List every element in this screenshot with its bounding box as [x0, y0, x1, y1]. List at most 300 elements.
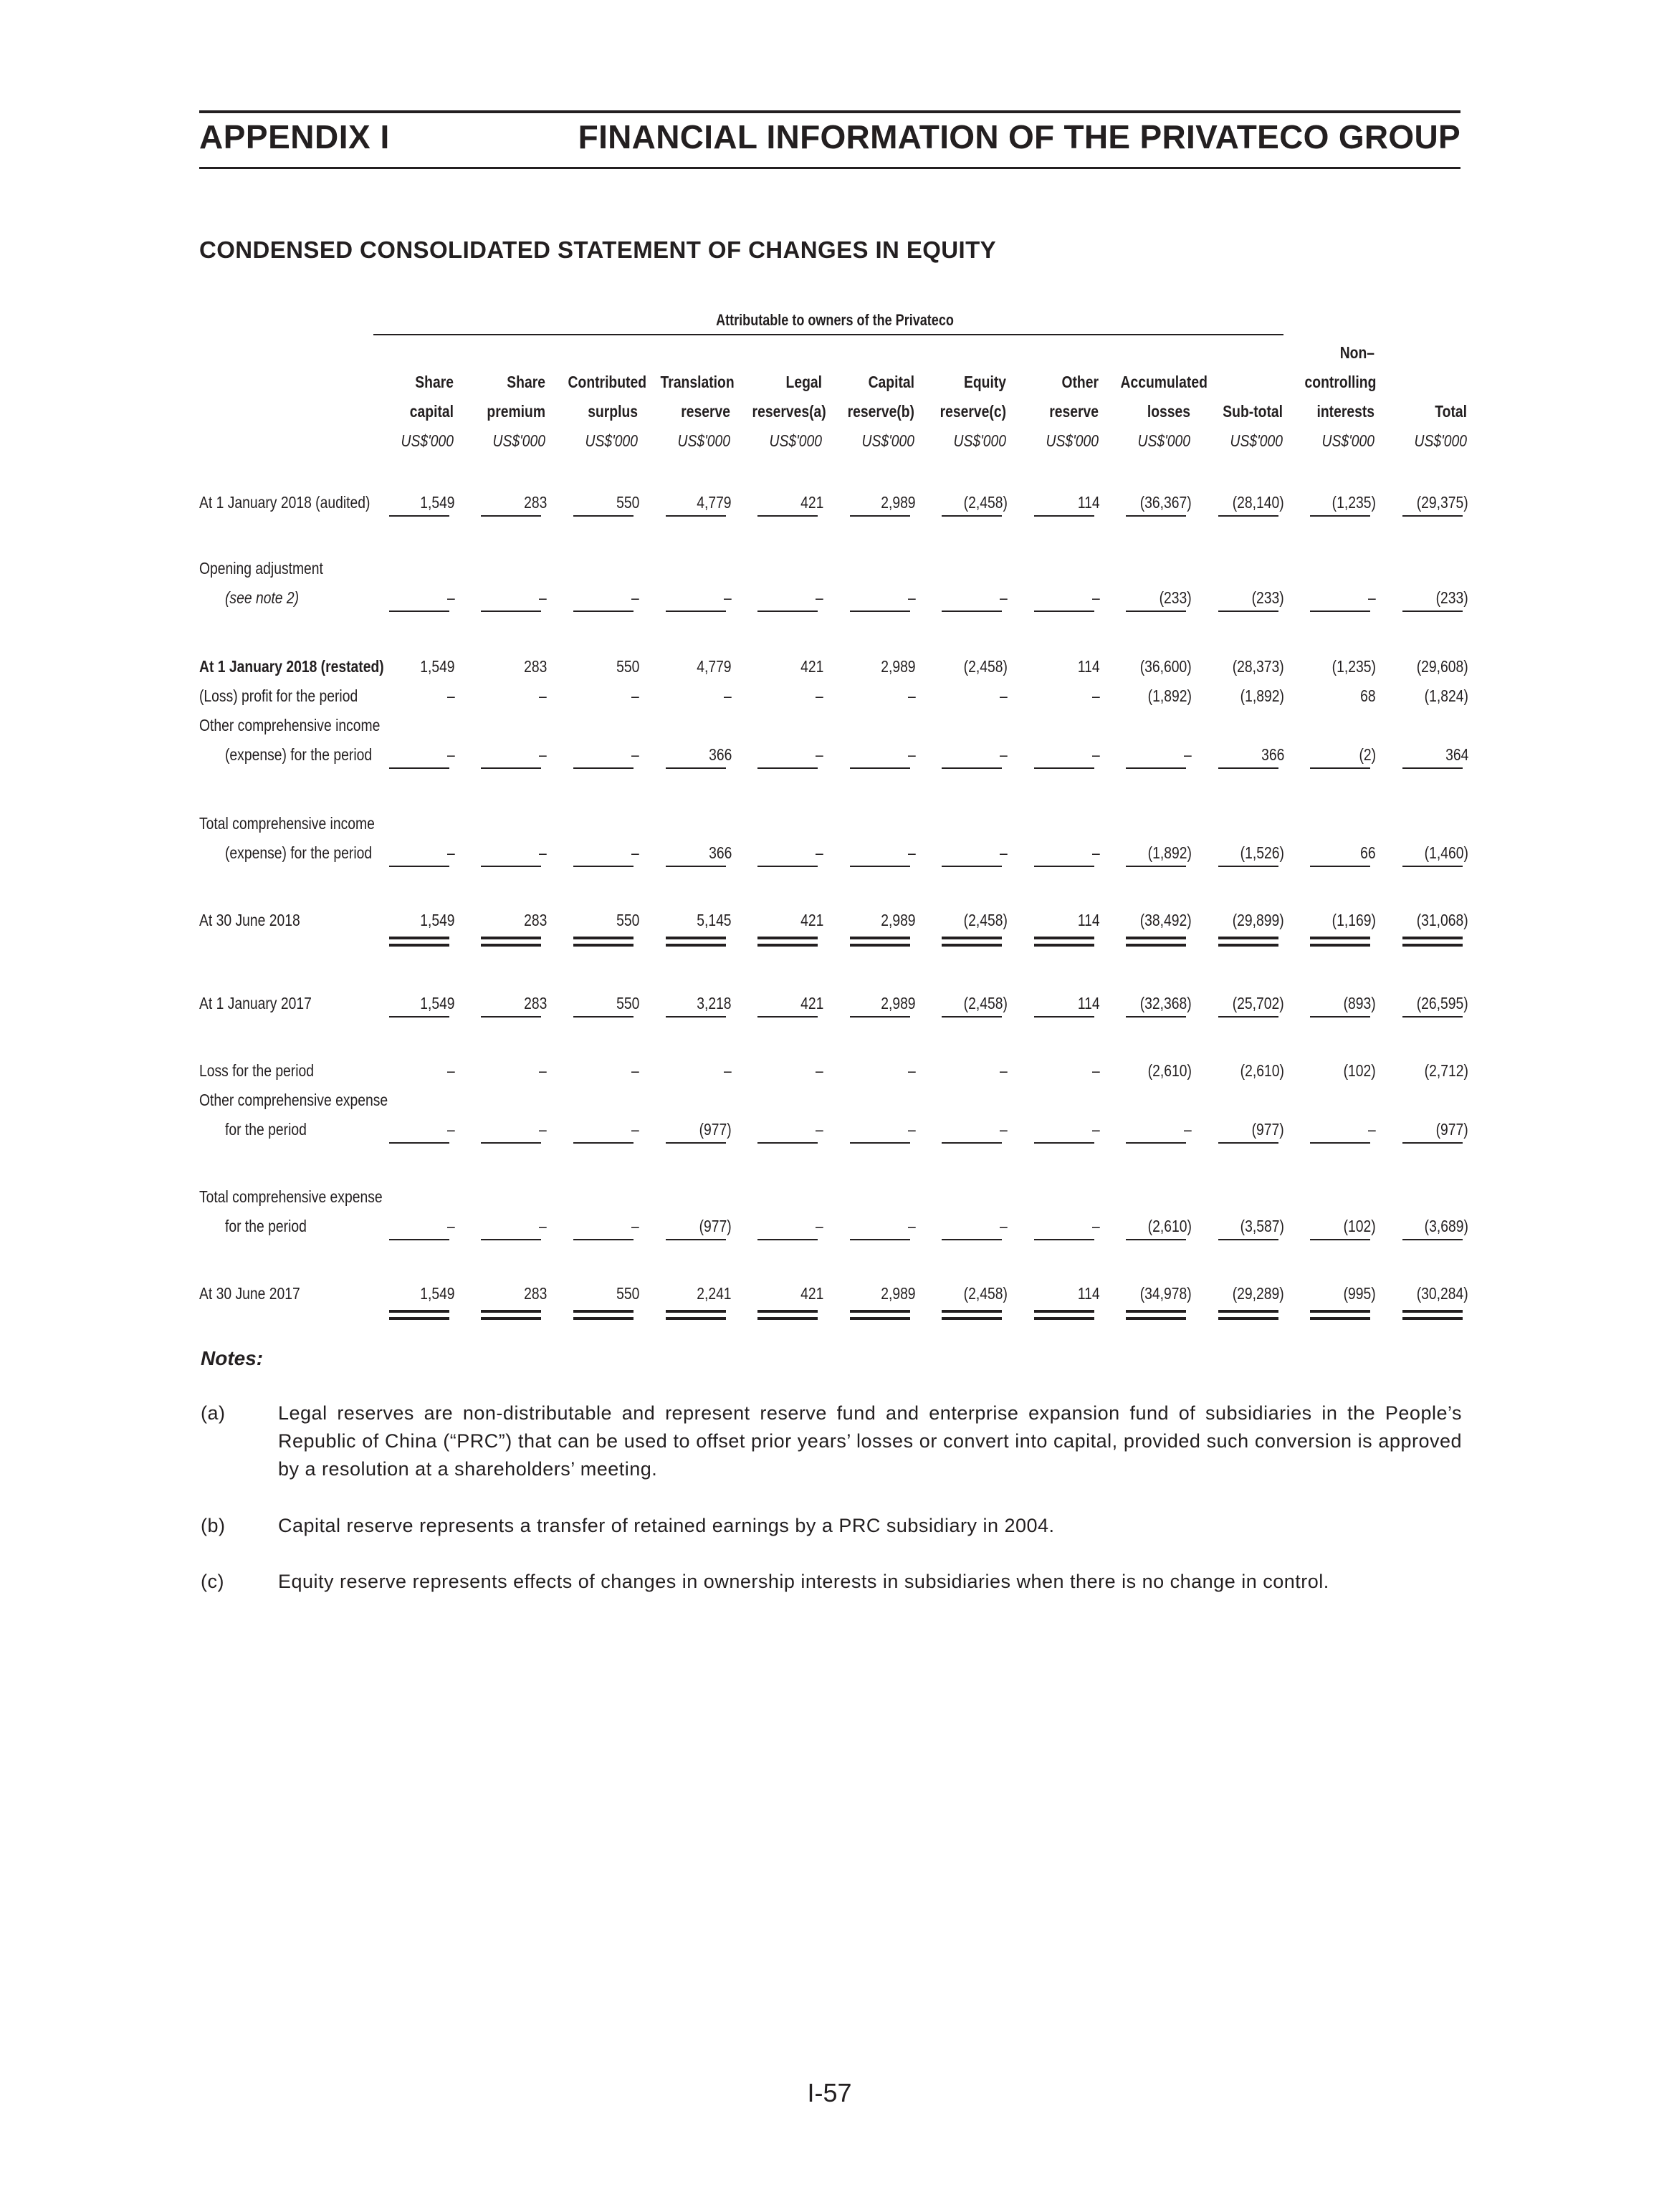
table-cell	[740, 587, 823, 608]
subtotal-rule	[389, 515, 449, 517]
table-cell	[372, 1283, 455, 1304]
table-cell	[740, 1283, 823, 1304]
table-cell	[372, 656, 455, 677]
cell-value: (32,368)	[1140, 994, 1192, 1012]
cell-value: –	[631, 1217, 639, 1235]
table-cell	[1293, 1283, 1376, 1304]
cell-value: –	[631, 843, 639, 862]
cell-value: –	[1368, 588, 1376, 607]
total-double-rule	[1402, 937, 1463, 947]
group-header: Attributable to owners of the Privateco	[716, 311, 954, 329]
cell-value: 2,989	[881, 657, 916, 676]
subtotal-rule	[389, 767, 449, 769]
cell-value: 421	[800, 994, 823, 1012]
table-cell	[1385, 587, 1468, 608]
column-header	[1200, 397, 1283, 456]
table-cell	[1017, 1060, 1100, 1081]
table-cell	[833, 685, 916, 707]
cell-value: 283	[523, 1284, 547, 1303]
total-double-rule	[757, 937, 818, 947]
cell-value: –	[1092, 843, 1100, 862]
column-unit: US$'000	[1230, 431, 1283, 450]
table-cell	[833, 656, 916, 677]
table-cell	[924, 1283, 1008, 1304]
cell-value: (1,526)	[1240, 843, 1284, 862]
table-cell	[649, 656, 732, 677]
subtotal-rule	[1218, 1142, 1278, 1144]
total-double-rule	[1126, 1310, 1186, 1320]
cell-value: (3,689)	[1424, 1217, 1468, 1235]
subtotal-rule	[573, 866, 634, 867]
subtotal-rule	[573, 1239, 634, 1240]
column-unit: US$'000	[1321, 431, 1374, 450]
table-cell	[924, 744, 1008, 765]
subtotal-rule	[666, 866, 726, 867]
cell-value: 114	[1078, 657, 1100, 676]
table-cell	[372, 1119, 455, 1140]
subtotal-rule	[942, 1016, 1002, 1018]
column-unit: US$'000	[953, 431, 1006, 450]
table-cell	[556, 909, 639, 931]
subtotal-rule	[481, 1016, 541, 1018]
row-label: (Loss) profit for the period	[199, 686, 358, 705]
table-cell	[833, 492, 916, 513]
page-number: I-57	[807, 2078, 852, 2107]
cell-value: –	[1000, 745, 1008, 764]
cell-value: –	[1092, 686, 1100, 705]
subtotal-rule	[850, 1142, 910, 1144]
table-cell	[1109, 587, 1192, 608]
cell-value: –	[1092, 1120, 1100, 1139]
table-cell	[1201, 656, 1284, 677]
cell-value: 421	[800, 493, 823, 512]
cell-value: –	[1000, 1217, 1008, 1235]
subtotal-rule	[1402, 1239, 1463, 1240]
table-cell	[1293, 656, 1376, 677]
table-cell	[924, 656, 1008, 677]
table-cell	[924, 685, 1008, 707]
column-header-line: reserve(b)	[847, 402, 914, 421]
table-cell	[924, 1119, 1008, 1140]
note-item	[201, 1512, 1462, 1540]
subtotal-rule	[666, 1142, 726, 1144]
column-header	[1384, 397, 1467, 456]
cell-value: –	[539, 1217, 547, 1235]
cell-value: –	[908, 1120, 916, 1139]
row-label: (expense) for the period	[225, 843, 373, 862]
cell-value: –	[539, 686, 547, 705]
subtotal-rule	[850, 1239, 910, 1240]
column-unit: US$'000	[585, 431, 638, 450]
table-cell	[372, 992, 455, 1014]
table-cell	[1385, 1119, 1468, 1140]
cell-value: 1,549	[420, 994, 455, 1012]
cell-value: 421	[800, 1284, 823, 1303]
cell-value: (977)	[1435, 1120, 1468, 1139]
cell-value: 366	[1261, 745, 1284, 764]
subtotal-rule	[1034, 1142, 1094, 1144]
table-cell	[1017, 492, 1100, 513]
total-double-rule	[1126, 937, 1186, 947]
column-header-line: Sub-total	[1223, 402, 1283, 421]
row-label: At 1 January 2018 (restated)	[199, 657, 384, 676]
table-cell	[740, 492, 823, 513]
row-label: Total comprehensive expense	[199, 1187, 383, 1206]
table-cell	[1201, 842, 1284, 863]
column-header-line: reserves(a)	[752, 402, 826, 421]
subtotal-rule	[481, 767, 541, 769]
cell-value: (893)	[1343, 994, 1376, 1012]
table-cell	[1109, 842, 1192, 863]
table-cell	[464, 744, 547, 765]
table-cell	[1385, 1060, 1468, 1081]
column-unit: US$'000	[769, 431, 822, 450]
total-double-rule	[1310, 1310, 1370, 1320]
subtotal-rule	[1126, 1239, 1186, 1240]
column-header-line: capital	[409, 402, 454, 421]
cell-value: –	[447, 1061, 455, 1080]
subtotal-rule	[389, 1142, 449, 1144]
cell-value: –	[1092, 1061, 1100, 1080]
cell-value: (2,610)	[1147, 1217, 1192, 1235]
cell-value: –	[1184, 745, 1192, 764]
cell-value: (36,367)	[1140, 493, 1192, 512]
table-cell	[1385, 992, 1468, 1014]
total-double-rule	[850, 937, 910, 947]
cell-value: 1,549	[420, 493, 455, 512]
table-cell	[1017, 587, 1100, 608]
cell-value: (1,235)	[1331, 493, 1376, 512]
cell-value: 114	[1078, 1284, 1100, 1303]
table-cell	[740, 685, 823, 707]
table-cell	[1109, 656, 1192, 677]
table-cell	[833, 1119, 916, 1140]
cell-value: 550	[616, 493, 639, 512]
cell-value: –	[908, 1217, 916, 1235]
cell-value: 550	[616, 1284, 639, 1303]
column-header	[831, 368, 914, 456]
subtotal-rule	[1218, 866, 1278, 867]
subtotal-rule	[1034, 767, 1094, 769]
cell-value: 4,779	[697, 493, 732, 512]
subtotal-rule	[850, 767, 910, 769]
cell-value: (2,458)	[963, 493, 1008, 512]
cell-value: (2,712)	[1424, 1061, 1468, 1080]
cell-value: (2,458)	[963, 994, 1008, 1012]
table-cell	[464, 1215, 547, 1237]
subtotal-rule	[1034, 611, 1094, 612]
table-cell	[1293, 1119, 1376, 1140]
subtotal-rule	[850, 1016, 910, 1018]
cell-value: 550	[616, 911, 639, 929]
column-header-line: Translation	[660, 373, 735, 391]
cell-value: 283	[523, 994, 547, 1012]
cell-value: 283	[523, 911, 547, 929]
table-cell	[1109, 1215, 1192, 1237]
cell-value: (29,608)	[1417, 657, 1468, 676]
table-cell	[556, 1060, 639, 1081]
note-marker: (a)	[201, 1402, 226, 1424]
row-label: Opening adjustment	[199, 559, 323, 578]
subtotal-rule	[666, 611, 726, 612]
subtotal-rule	[1402, 1016, 1463, 1018]
subtotal-rule	[1402, 767, 1463, 769]
cell-value: 421	[800, 911, 823, 929]
cell-value: –	[539, 1120, 547, 1139]
row-label: Other comprehensive expense	[199, 1091, 388, 1109]
cell-value: (1,460)	[1424, 843, 1468, 862]
subtotal-rule	[1034, 866, 1094, 867]
total-double-rule	[666, 1310, 726, 1320]
cell-value: (2,458)	[963, 657, 1008, 676]
table-cell	[924, 1215, 1008, 1237]
subtotal-rule	[389, 1016, 449, 1018]
cell-value: 421	[800, 657, 823, 676]
table-cell	[833, 992, 916, 1014]
table-cell	[1385, 1283, 1468, 1304]
column-unit: US$'000	[677, 431, 730, 450]
table-cell	[556, 587, 639, 608]
subtotal-rule	[1218, 1016, 1278, 1018]
cell-value: –	[631, 1061, 639, 1080]
table-cell	[1017, 1215, 1100, 1237]
table-cell	[556, 842, 639, 863]
appendix-label: APPENDIX I	[199, 118, 390, 155]
cell-value: 66	[1360, 843, 1376, 862]
table-cell	[372, 1060, 455, 1081]
cell-value: –	[447, 1217, 455, 1235]
subtotal-rule	[1218, 515, 1278, 517]
table-cell	[740, 656, 823, 677]
subtotal-rule	[573, 1142, 634, 1144]
subtotal-rule	[1126, 767, 1186, 769]
cell-value: (1,892)	[1147, 686, 1192, 705]
table-cell	[649, 992, 732, 1014]
table-cell	[833, 1283, 916, 1304]
cell-value: –	[724, 588, 732, 607]
cell-value: 283	[523, 657, 547, 676]
note-text: Equity reserve represents effects of changes in ownership interests in subsidiaries when there is no change in control.	[278, 1571, 1329, 1592]
cell-value: (29,899)	[1233, 911, 1284, 929]
subtotal-rule	[850, 515, 910, 517]
cell-value: (2,458)	[963, 911, 1008, 929]
table-cell	[649, 492, 732, 513]
subtotal-rule	[389, 611, 449, 612]
subtotal-rule	[573, 1016, 634, 1018]
table-cell	[372, 842, 455, 863]
column-header-line: Other	[1061, 373, 1099, 391]
subtotal-rule	[573, 515, 634, 517]
column-header	[462, 368, 545, 456]
table-cell	[1017, 992, 1100, 1014]
cell-value: 2,989	[881, 493, 916, 512]
note-marker: (c)	[201, 1571, 224, 1592]
subtotal-rule	[1126, 1142, 1186, 1144]
total-double-rule	[389, 1310, 449, 1320]
table-cell	[1017, 1283, 1100, 1304]
table-cell	[649, 1119, 732, 1140]
cell-value: –	[816, 588, 823, 607]
cell-value: 4,779	[697, 657, 732, 676]
cell-value: (2,610)	[1240, 1061, 1284, 1080]
table-cell	[556, 744, 639, 765]
column-unit: US$'000	[1137, 431, 1190, 450]
column-header-line: Share	[415, 373, 454, 391]
note-item	[201, 1568, 1462, 1596]
cell-value: (34,978)	[1140, 1284, 1192, 1303]
subtotal-rule	[757, 767, 818, 769]
table-cell	[1017, 842, 1100, 863]
table-cell	[740, 909, 823, 931]
total-double-rule	[573, 937, 634, 947]
column-header-line: Equity	[963, 373, 1006, 391]
group-header-rule	[373, 334, 1283, 335]
table-cell	[740, 1060, 823, 1081]
subtotal-rule	[1126, 515, 1186, 517]
table-cell	[556, 685, 639, 707]
table-cell	[649, 909, 732, 931]
table-cell	[924, 909, 1008, 931]
column-header-line: premium	[487, 402, 545, 421]
cell-value: –	[631, 1120, 639, 1139]
cell-value: –	[1092, 1217, 1100, 1235]
table-cell	[1385, 842, 1468, 863]
table-cell	[556, 492, 639, 513]
table-cell	[464, 685, 547, 707]
table-cell	[1109, 492, 1192, 513]
table-cell	[556, 992, 639, 1014]
subtotal-rule	[1310, 515, 1370, 517]
cell-value: 2,241	[697, 1284, 732, 1303]
cell-value: –	[1000, 686, 1008, 705]
table-cell	[1201, 492, 1284, 513]
cell-value: 3,218	[697, 994, 732, 1012]
subtotal-rule	[573, 767, 634, 769]
table-cell	[464, 587, 547, 608]
column-header-line: Capital	[868, 373, 914, 391]
table-cell	[1385, 909, 1468, 931]
subtotal-rule	[573, 611, 634, 612]
cell-value: –	[816, 745, 823, 764]
column-header-line: Legal	[785, 373, 822, 391]
total-double-rule	[1218, 1310, 1278, 1320]
subtotal-rule	[666, 1239, 726, 1240]
cell-value: 366	[708, 843, 732, 862]
cell-value: –	[631, 588, 639, 607]
section-title: CONDENSED CONSOLIDATED STATEMENT OF CHANGES IN EQUITY	[199, 236, 997, 263]
subtotal-rule	[1402, 1142, 1463, 1144]
table-cell	[740, 1215, 823, 1237]
row-label: for the period	[225, 1120, 307, 1139]
cell-value: (29,289)	[1233, 1284, 1284, 1303]
table-cell	[1109, 1283, 1192, 1304]
cell-value: 2,989	[881, 1284, 916, 1303]
table-cell	[740, 842, 823, 863]
table-cell	[464, 1060, 547, 1081]
row-label: At 1 January 2017	[199, 994, 312, 1012]
subtotal-rule	[1402, 611, 1463, 612]
cell-value: (1,892)	[1147, 843, 1192, 862]
table-cell	[1109, 744, 1192, 765]
cell-value: (233)	[1435, 588, 1468, 607]
column-header	[1107, 368, 1208, 456]
total-double-rule	[757, 1310, 818, 1320]
total-double-rule	[666, 937, 726, 947]
cell-value: 1,549	[420, 657, 455, 676]
table-cell	[924, 992, 1008, 1014]
table-cell	[372, 587, 455, 608]
total-double-rule	[389, 937, 449, 947]
cell-value: 1,549	[420, 911, 455, 929]
cell-value: (2,610)	[1147, 1061, 1192, 1080]
subtotal-rule	[1310, 611, 1370, 612]
table-cell	[1109, 909, 1192, 931]
table-cell	[1109, 1119, 1192, 1140]
cell-value: (1,235)	[1331, 657, 1376, 676]
subtotal-rule	[1126, 1016, 1186, 1018]
table-cell	[1293, 1215, 1376, 1237]
table-cell	[464, 1119, 547, 1140]
table-cell	[556, 1119, 639, 1140]
cell-value: –	[1000, 588, 1008, 607]
table-cell	[1385, 656, 1468, 677]
subtotal-rule	[389, 866, 449, 867]
row-label: At 30 June 2017	[199, 1284, 300, 1303]
total-double-rule	[573, 1310, 634, 1320]
note-text: Legal reserves are non-distributable and represent reserve fund and enterprise expansion fund of subsidiaries in the People’s Republic of China (“PRC”) that can be used to offset prior years’ losses or convert into capital, provided such conversion is approved by a resolution at a shareholders’ meeting.	[278, 1402, 1462, 1480]
table-cell	[924, 492, 1008, 513]
column-header-line: losses	[1147, 402, 1190, 421]
table-cell	[1201, 1119, 1284, 1140]
cell-value: (25,702)	[1233, 994, 1284, 1012]
cell-value: –	[539, 588, 547, 607]
table-cell	[649, 587, 732, 608]
table-cell	[924, 587, 1008, 608]
table-cell	[1385, 1215, 1468, 1237]
total-double-rule	[1034, 937, 1094, 947]
cell-value: 366	[708, 745, 732, 764]
column-header	[647, 368, 735, 456]
table-cell	[1293, 1060, 1376, 1081]
subtotal-rule	[666, 515, 726, 517]
cell-value: –	[816, 843, 823, 862]
table-cell	[464, 842, 547, 863]
cell-value: –	[631, 745, 639, 764]
cell-value: (1,824)	[1424, 686, 1468, 705]
subtotal-rule	[757, 1239, 818, 1240]
table-cell	[1293, 909, 1376, 931]
column-header	[370, 368, 454, 456]
cell-value: (28,373)	[1233, 657, 1284, 676]
cell-value: (1,169)	[1331, 911, 1376, 929]
table-cell	[1017, 1119, 1100, 1140]
row-label: (expense) for the period	[225, 745, 373, 764]
row-label: At 1 January 2018 (audited)	[199, 493, 370, 512]
subtotal-rule	[757, 515, 818, 517]
table-cell	[649, 842, 732, 863]
column-unit: US$'000	[1414, 431, 1467, 450]
table-cell	[372, 492, 455, 513]
cell-value: (1,892)	[1240, 686, 1284, 705]
cell-value: –	[447, 1120, 455, 1139]
cell-value: –	[539, 745, 547, 764]
cell-value: (28,140)	[1233, 493, 1284, 512]
row-label: (see note 2)	[225, 588, 300, 607]
table-cell	[740, 992, 823, 1014]
cell-value: 114	[1078, 911, 1100, 929]
cell-value: (38,492)	[1140, 911, 1192, 929]
cell-value: –	[447, 843, 455, 862]
